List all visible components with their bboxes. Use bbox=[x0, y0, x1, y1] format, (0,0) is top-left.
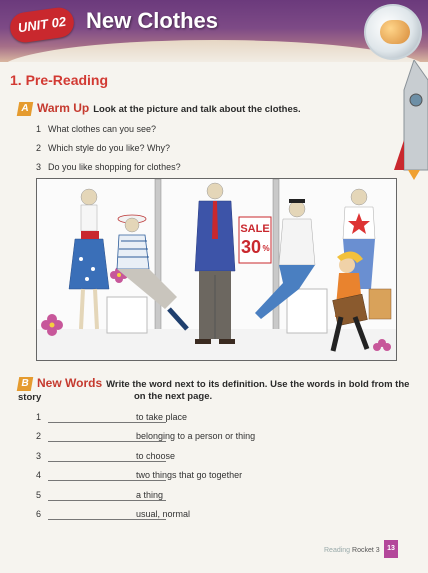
unit-badge: UNIT 02 bbox=[8, 6, 76, 45]
unit-title: New Clothes bbox=[86, 8, 219, 33]
clothes-store-scene bbox=[37, 179, 397, 361]
newwords-letter: B bbox=[17, 377, 33, 391]
astronaut-visor bbox=[380, 20, 410, 44]
section-title: 1. Pre-Reading bbox=[10, 72, 109, 88]
answer-blank[interactable] bbox=[48, 422, 166, 423]
unit-header-banner bbox=[0, 0, 428, 62]
moon-surface bbox=[0, 40, 428, 62]
warmup-title: Warm Up bbox=[37, 101, 90, 115]
newwords-instruction: Write the word next to its definition. Use the words in bold from the story bbox=[18, 379, 410, 404]
newwords-title: New Words bbox=[37, 376, 103, 390]
shop-window-illustration bbox=[36, 178, 397, 361]
answer-blank[interactable] bbox=[48, 461, 166, 462]
warmup-heading bbox=[18, 101, 301, 116]
newwords-instruction-cont: on the next page. bbox=[134, 391, 213, 402]
warmup-instruction: Look at the picture and talk about the clothes. bbox=[93, 104, 301, 115]
rocket-icon bbox=[394, 60, 428, 180]
warmup-question: 2 Which style do you like? Why? bbox=[36, 143, 171, 153]
astronaut-helmet-icon bbox=[364, 4, 422, 60]
warmup-question: 1 What clothes can you see? bbox=[36, 124, 157, 134]
sale-sign-value: 30 bbox=[240, 237, 262, 257]
page-number: 13 bbox=[384, 540, 398, 558]
answer-blank[interactable] bbox=[48, 519, 166, 520]
newwords-heading bbox=[18, 376, 428, 403]
footer-series: Reading Rocket 3 bbox=[324, 547, 380, 554]
warmup-question: 3 Do you like shopping for clothes? bbox=[36, 162, 181, 172]
sale-sign-percent: % bbox=[262, 244, 270, 253]
answer-blank[interactable] bbox=[48, 480, 166, 481]
warmup-letter: A bbox=[17, 102, 33, 116]
answer-blank[interactable] bbox=[48, 500, 166, 501]
sale-sign-text: SALE bbox=[240, 223, 270, 235]
answer-blank[interactable] bbox=[48, 441, 166, 442]
